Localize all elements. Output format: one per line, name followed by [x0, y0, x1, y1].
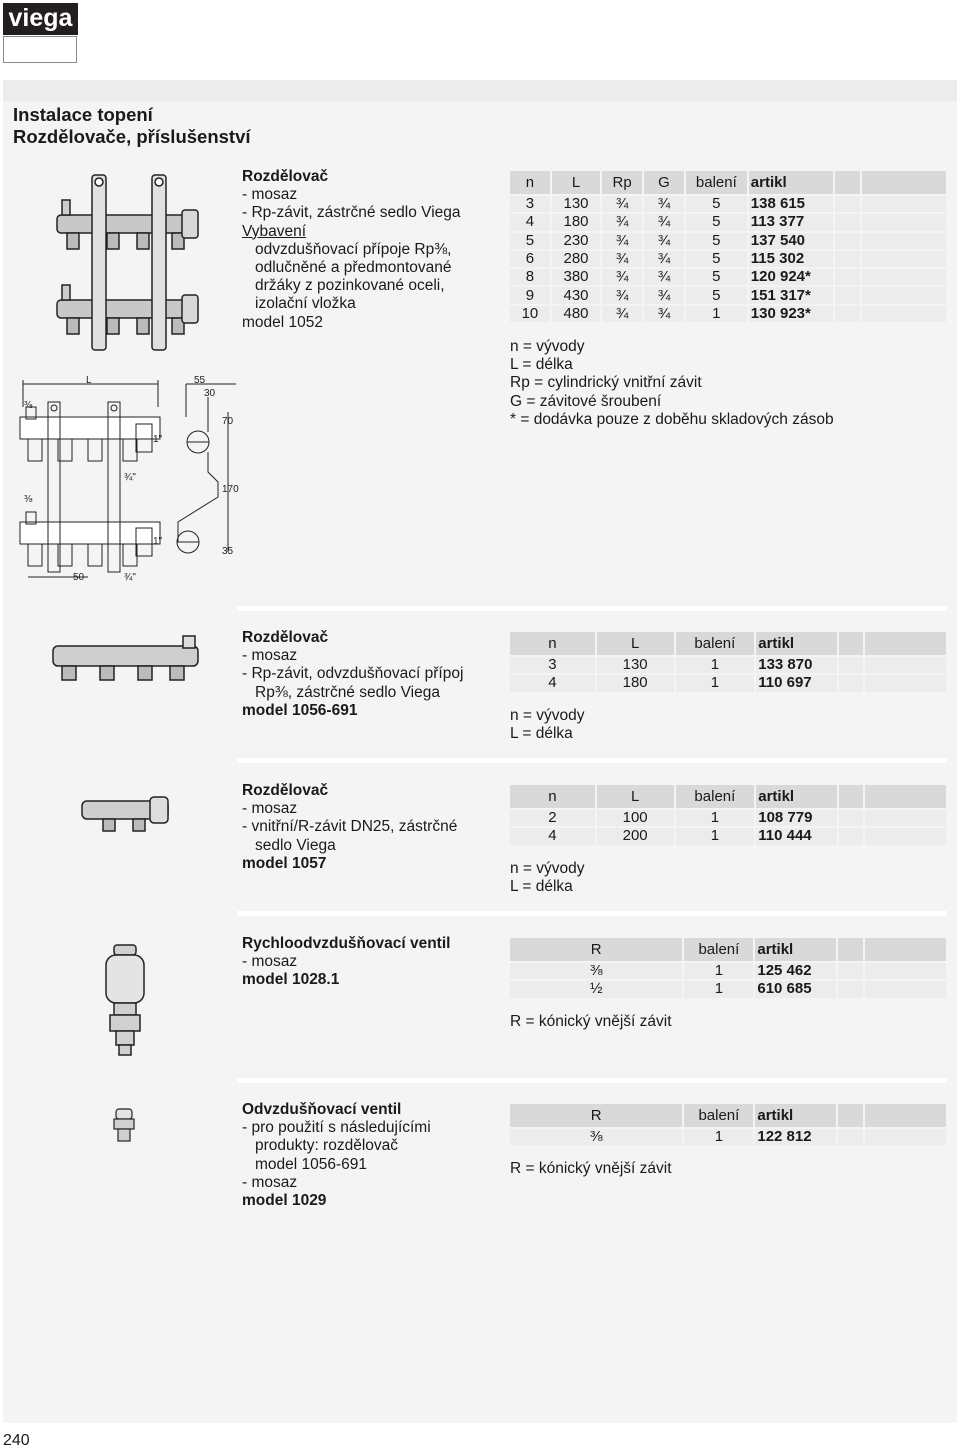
table-cell: 4 [510, 214, 550, 230]
product-1057-notes [510, 860, 585, 896]
drawing-label-1inch: 1" [153, 434, 163, 445]
col-header: artikl [756, 785, 837, 808]
table-cell: 1 [684, 981, 753, 997]
table-cell: ⅜ [510, 963, 682, 979]
col-header: artikl [749, 171, 833, 194]
table-cell: ¾ [602, 251, 642, 267]
table-cell: ¾ [644, 306, 684, 322]
col-header: balení [676, 785, 755, 808]
col-header: n [510, 171, 550, 194]
product-1028-notes [510, 1013, 672, 1031]
table-cell: 1 [676, 810, 755, 826]
drawing-label-50: 50 [73, 572, 85, 583]
blank-cell [839, 785, 863, 808]
vent-valve-1029-photo [113, 1107, 135, 1143]
product-line: - mosaz [242, 953, 298, 971]
table-cell: ¾ [602, 269, 642, 285]
table-header-row [510, 632, 946, 655]
product-1028-table [508, 936, 948, 1000]
product-title: Rozdělovač [242, 168, 329, 185]
table-cell: ⅜ [510, 1129, 682, 1145]
product-line: - mosaz [242, 1173, 298, 1191]
table-cell: 151 317* [749, 287, 833, 303]
table-row [510, 810, 946, 826]
table-header-row [510, 171, 946, 194]
blank-cell [839, 810, 863, 826]
table-cell: 2 [510, 810, 595, 826]
blank-cell [838, 938, 862, 961]
table-cell: 230 [552, 233, 600, 249]
table-cell: ¾ [644, 251, 684, 267]
table-row [510, 214, 946, 230]
product-model: model 1029 [242, 1192, 327, 1210]
table-cell: 130 [597, 657, 674, 673]
blank-cell [838, 981, 862, 997]
col-header: balení [684, 1104, 753, 1127]
blank-cell [839, 675, 863, 691]
table-cell: 3 [510, 196, 550, 212]
product-line: - pro použití s následujícími [242, 1119, 431, 1137]
blank-cell [865, 963, 946, 979]
table-cell: 5 [686, 251, 747, 267]
table-cell: 5 [686, 287, 747, 303]
blank-cell [862, 251, 946, 267]
product-line: - mosaz [242, 647, 298, 665]
note-line: Rp = cylindrický vnitřní závit [510, 374, 702, 392]
blank-cell [839, 657, 863, 673]
col-header: balení [686, 171, 747, 194]
table-row [510, 269, 946, 285]
col-header: artikl [755, 1104, 836, 1127]
product-line: - Rp-závit, odvzdušňovací přípoj [242, 665, 464, 683]
table-cell: 1 [676, 675, 755, 691]
col-header: L [552, 171, 600, 194]
product-model: model 1028.1 [242, 971, 340, 989]
col-header: artikl [755, 938, 836, 961]
blank-cell [839, 632, 863, 655]
product-line: - mosaz [242, 800, 298, 818]
table-cell: ¾ [644, 214, 684, 230]
product-line: sedlo Viega [255, 836, 336, 854]
table-cell: ¾ [644, 287, 684, 303]
page-title-line2: Rozdělovače, příslušenství [13, 126, 251, 147]
product-1029-table [508, 1102, 948, 1147]
section-divider [237, 911, 947, 916]
table-cell: 100 [597, 810, 674, 826]
table-cell: 108 779 [756, 810, 837, 826]
drawing-label-g34: ¾" [124, 472, 136, 483]
product-1057-description [242, 782, 457, 873]
table-cell: 137 540 [749, 233, 833, 249]
table-cell: ¾ [644, 196, 684, 212]
note-line: * = dodávka pouze z doběhu skladových zásob [510, 410, 834, 428]
section-divider [237, 1078, 947, 1083]
blank-cell [835, 233, 860, 249]
product-1056-691-description [242, 629, 463, 720]
blank-cell [835, 287, 860, 303]
note-line: L = délka [510, 878, 573, 896]
note-line: n = vývody [510, 338, 585, 355]
table-cell: 1 [684, 1129, 753, 1145]
col-header: n [510, 785, 595, 808]
product-1052-description [242, 168, 461, 332]
table-cell: 3 [510, 657, 595, 673]
table-row [510, 196, 946, 212]
table-row [510, 1129, 946, 1145]
col-header: n [510, 632, 595, 655]
table-cell: ¾ [644, 233, 684, 249]
col-header: balení [676, 632, 755, 655]
blank-cell [865, 675, 946, 691]
table-cell: 5 [686, 196, 747, 212]
header-band [3, 80, 957, 101]
blank-cell [865, 632, 946, 655]
table-row [510, 657, 946, 673]
product-model: model 1052 [242, 313, 324, 331]
blank-cell [835, 269, 860, 285]
blank-cell [862, 196, 946, 212]
table-row [510, 233, 946, 249]
viega-logo: viega [3, 3, 78, 35]
col-header: L [597, 632, 674, 655]
equipment-line: odvzdušňovací přípoje Rp⅜, [255, 240, 452, 258]
drawing-label-g34: ¾" [124, 572, 136, 583]
table-row [510, 251, 946, 267]
product-line: produkty: rozdělovač [255, 1137, 399, 1155]
product-1056-691-table [508, 630, 948, 694]
note-line: n = vývody [510, 860, 585, 877]
blank-cell [862, 287, 946, 303]
blank-cell [862, 214, 946, 230]
table-cell: ¾ [602, 196, 642, 212]
table-cell: 480 [552, 306, 600, 322]
product-line: - mosaz [242, 186, 298, 204]
table-cell: 5 [686, 269, 747, 285]
table-cell: 8 [510, 269, 550, 285]
note-line: R = kónický vnější závit [510, 1160, 672, 1177]
product-line: - vnitřní/R-závit DN25, zástrčné [242, 818, 458, 836]
blank-cell [835, 306, 860, 322]
blank-cell [862, 233, 946, 249]
table-header-row [510, 938, 946, 961]
page-title [13, 104, 251, 148]
table-cell: 9 [510, 287, 550, 303]
table-cell: 130 [552, 196, 600, 212]
table-cell: 6 [510, 251, 550, 267]
table-cell: 5 [686, 214, 747, 230]
blank-cell [865, 810, 946, 826]
table-row [510, 675, 946, 691]
product-title: Rozdělovač [242, 629, 329, 646]
table-cell: 180 [552, 214, 600, 230]
product-1028-description [242, 935, 450, 990]
table-cell: ¾ [602, 214, 642, 230]
blank-cell [835, 214, 860, 230]
note-line: n = vývody [510, 707, 585, 724]
equipment-line: držáky z pozinkované oceli, [255, 277, 445, 295]
section-divider [237, 606, 947, 611]
blank-cell [865, 938, 946, 961]
table-cell: 4 [510, 828, 595, 844]
table-cell: 1 [686, 306, 747, 322]
product-title: Odvzdušňovací ventil [242, 1101, 402, 1118]
note-line: R = kónický vnější závit [510, 1013, 672, 1030]
blank-cell [835, 251, 860, 267]
table-cell: 200 [597, 828, 674, 844]
page-title-line1: Instalace topení [13, 104, 153, 125]
table-cell: 110 444 [756, 828, 837, 844]
table-cell: 133 870 [756, 657, 837, 673]
blank-cell [865, 828, 946, 844]
table-cell: 180 [597, 675, 674, 691]
table-header-row [510, 1104, 946, 1127]
product-1056-691-notes [510, 707, 585, 743]
table-row [510, 306, 946, 322]
blank-cell [838, 963, 862, 979]
table-cell: ¾ [644, 269, 684, 285]
product-title: Rozdělovač [242, 782, 329, 799]
equipment-line: izolační vložka [255, 295, 356, 313]
manifold-1057-photo [78, 795, 173, 835]
product-1029-notes [510, 1160, 672, 1178]
product-line: - Rp-závit, zástrčné sedlo Viega [242, 204, 461, 222]
col-header: balení [684, 938, 753, 961]
blank-cell [865, 981, 946, 997]
drawing-label-30: 30 [204, 388, 216, 399]
table-cell: 120 924* [749, 269, 833, 285]
table-cell: 1 [676, 657, 755, 673]
table-cell: 122 812 [755, 1129, 836, 1145]
table-cell: 110 697 [756, 675, 837, 691]
blank-cell [835, 171, 860, 194]
blank-cell [838, 1129, 862, 1145]
logo-frame [3, 36, 77, 63]
blank-cell [838, 1104, 862, 1127]
product-1052-notes [510, 338, 834, 429]
table-cell: 125 462 [755, 963, 836, 979]
table-cell: 115 302 [749, 251, 833, 267]
table-cell: 1 [676, 828, 755, 844]
table-cell: 4 [510, 675, 595, 691]
table-cell: 430 [552, 287, 600, 303]
blank-cell [865, 1104, 946, 1127]
blank-cell [865, 785, 946, 808]
drawing-label-70: 70 [222, 416, 234, 427]
product-line: model 1056-691 [255, 1155, 368, 1173]
table-cell: 113 377 [749, 214, 833, 230]
product-model: model 1057 [242, 854, 327, 872]
drawing-label-rp38: ⅜ [24, 400, 33, 411]
table-cell: 1 [684, 963, 753, 979]
table-row [510, 963, 946, 979]
product-1029-description [242, 1101, 431, 1210]
manifold-1052-photo [52, 170, 202, 355]
table-row [510, 828, 946, 844]
product-1052-table [508, 169, 948, 324]
note-line: L = délka [510, 725, 573, 743]
col-header: L [597, 785, 674, 808]
blank-cell [862, 171, 946, 194]
manifold-1052-technical-drawing [18, 372, 240, 587]
note-line: L = délka [510, 356, 573, 374]
drawing-label-55: 55 [194, 375, 206, 386]
page-number: 240 [3, 1432, 30, 1449]
drawing-label-1inch: 1" [153, 536, 163, 547]
equipment-line: odlučněné a předmontované [255, 259, 452, 277]
table-cell: ½ [510, 981, 682, 997]
table-cell: ¾ [602, 306, 642, 322]
col-header: R [510, 938, 682, 961]
product-1057-table [508, 783, 948, 847]
blank-cell [862, 306, 946, 322]
drawing-label-rp38: ⅜ [24, 494, 33, 505]
drawing-label-170: 170 [222, 484, 239, 495]
manifold-1056-691-photo [48, 634, 203, 686]
product-line: Rp⅜, zástrčné sedlo Viega [255, 683, 440, 701]
col-header: G [644, 171, 684, 194]
table-cell: 5 [686, 233, 747, 249]
table-row [510, 981, 946, 997]
note-line: G = závitové šroubení [510, 392, 662, 410]
table-cell: 280 [552, 251, 600, 267]
table-cell: 5 [510, 233, 550, 249]
col-header: R [510, 1104, 682, 1127]
table-cell: 138 615 [749, 196, 833, 212]
drawing-label-35: 35 [222, 546, 234, 557]
drawing-label-L: L [86, 375, 92, 386]
product-title: Rychloodvzdušňovací ventil [242, 935, 451, 952]
product-model: model 1056-691 [242, 701, 358, 719]
equipment-heading: Vybavení [242, 222, 307, 240]
table-cell: 130 923* [749, 306, 833, 322]
blank-cell [865, 657, 946, 673]
table-cell: 380 [552, 269, 600, 285]
table-cell: ¾ [602, 287, 642, 303]
blank-cell [835, 196, 860, 212]
section-divider [237, 758, 947, 763]
blank-cell [862, 269, 946, 285]
vent-valve-1028-photo [100, 943, 150, 1058]
table-row [510, 287, 946, 303]
blank-cell [865, 1129, 946, 1145]
table-header-row [510, 785, 946, 808]
table-cell: ¾ [602, 233, 642, 249]
blank-cell [839, 828, 863, 844]
col-header: Rp [602, 171, 642, 194]
table-cell: 610 685 [755, 981, 836, 997]
col-header: artikl [756, 632, 837, 655]
table-cell: 10 [510, 306, 550, 322]
